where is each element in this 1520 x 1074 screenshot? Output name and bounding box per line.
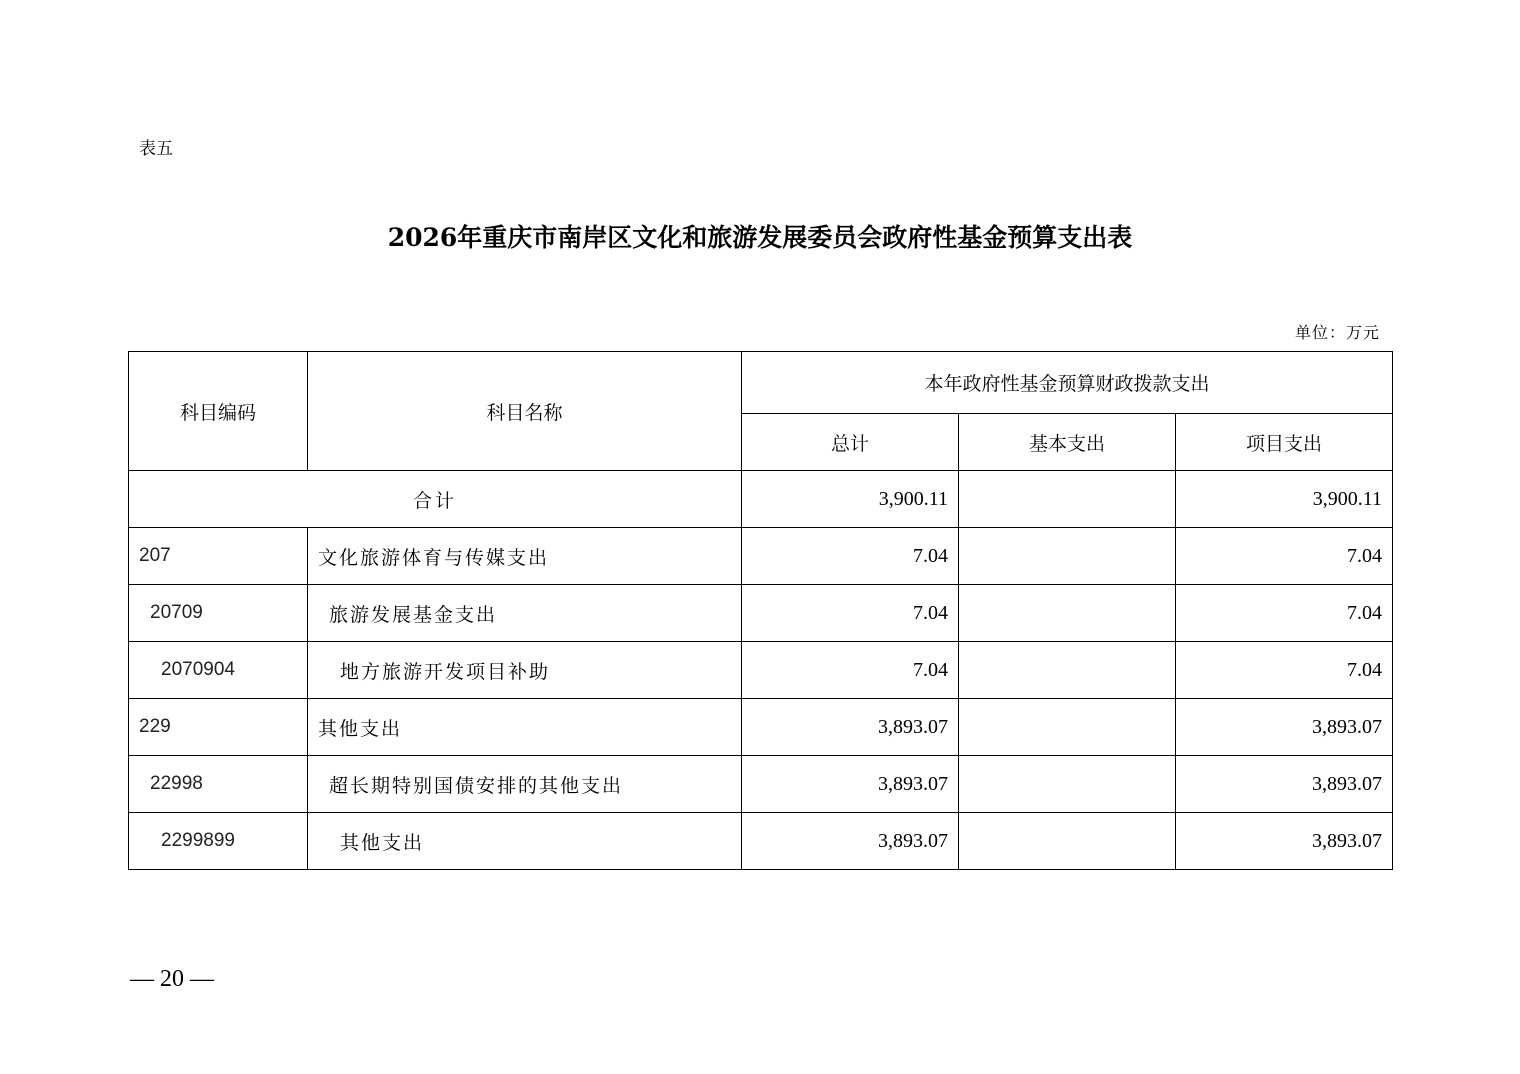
table-row <box>129 585 1393 642</box>
page-title: 2026年重庆市南岸区文化和旅游发展委员会政府性基金预算支出表 <box>387 223 1133 252</box>
row-code: 2070904 <box>129 642 308 699</box>
row-basic <box>959 699 1176 756</box>
row-name: 其他支出 <box>308 813 742 870</box>
row-basic <box>959 585 1176 642</box>
row-project: 3,893.07 <box>1176 699 1393 756</box>
row-total: 3,893.07 <box>742 699 959 756</box>
row-project: 7.04 <box>1176 642 1393 699</box>
table-row <box>129 699 1393 756</box>
row-total: 7.04 <box>742 585 959 642</box>
row-project: 3,893.07 <box>1176 813 1393 870</box>
table-row <box>129 642 1393 699</box>
budget-table <box>128 351 1393 870</box>
row-total: 7.04 <box>742 642 959 699</box>
row-basic <box>959 756 1176 813</box>
row-name: 旅游发展基金支出 <box>308 585 742 642</box>
header-name: 科目名称 <box>308 352 742 471</box>
table-row <box>129 756 1393 813</box>
row-total: 3,893.07 <box>742 756 959 813</box>
row-name: 超长期特别国债安排的其他支出 <box>308 756 742 813</box>
header-group: 本年政府性基金预算财政拨款支出 <box>742 352 1393 414</box>
header-row-1 <box>129 352 1393 414</box>
header-basic: 基本支出 <box>959 414 1176 471</box>
row-code: 20709 <box>129 585 308 642</box>
row-project: 7.04 <box>1176 528 1393 585</box>
header-project: 项目支出 <box>1176 414 1393 471</box>
unit-label: 单位：万元 <box>1294 323 1380 342</box>
total-basic <box>959 471 1176 528</box>
total-amount: 3,900.11 <box>742 471 959 528</box>
row-name: 其他支出 <box>308 699 742 756</box>
header-total: 总计 <box>742 414 959 471</box>
row-basic <box>959 642 1176 699</box>
table-row <box>129 528 1393 585</box>
row-name: 文化旅游体育与传媒支出 <box>308 528 742 585</box>
row-code: 229 <box>129 699 308 756</box>
row-code: 22998 <box>129 756 308 813</box>
total-row <box>129 471 1393 528</box>
row-code: 2299899 <box>129 813 308 870</box>
row-project: 7.04 <box>1176 585 1393 642</box>
page-number: — 20 — <box>130 966 214 992</box>
row-basic <box>959 813 1176 870</box>
row-total: 3,893.07 <box>742 813 959 870</box>
total-project: 3,900.11 <box>1176 471 1393 528</box>
row-code: 207 <box>129 528 308 585</box>
row-total: 7.04 <box>742 528 959 585</box>
row-name: 地方旅游开发项目补助 <box>308 642 742 699</box>
table-label: 表五 <box>139 139 173 159</box>
row-project: 3,893.07 <box>1176 756 1393 813</box>
row-basic <box>959 528 1176 585</box>
total-label: 合计 <box>129 471 742 528</box>
header-code: 科目编码 <box>129 352 308 471</box>
table-row <box>129 813 1393 870</box>
